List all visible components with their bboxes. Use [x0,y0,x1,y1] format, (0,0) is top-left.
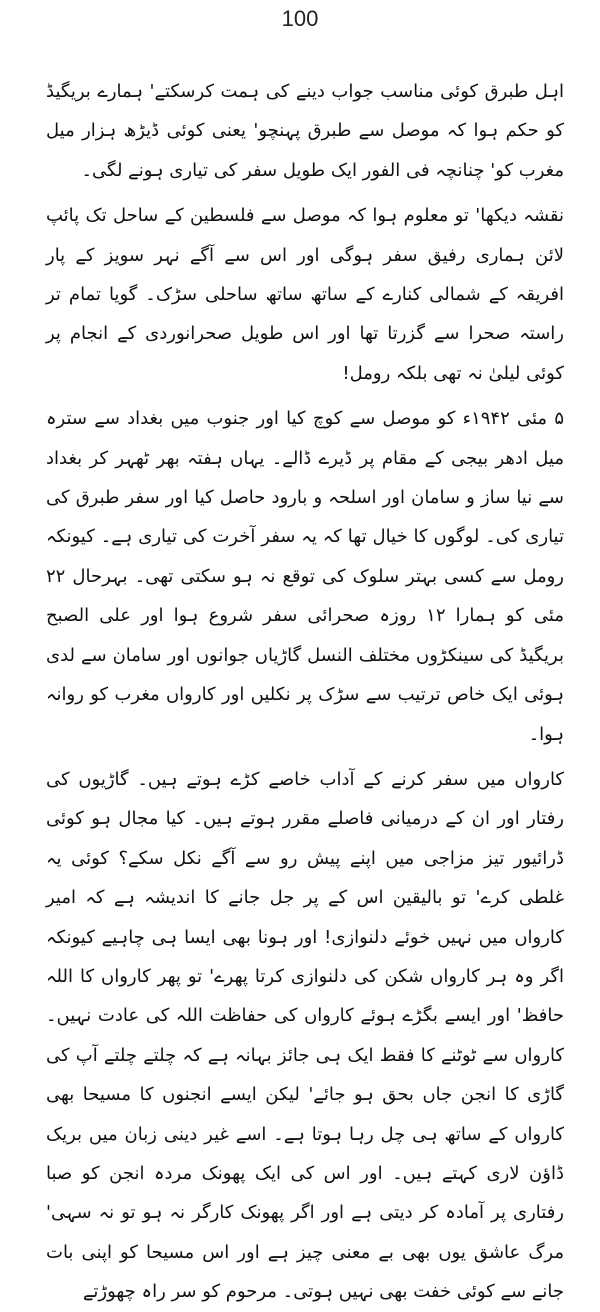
paragraph-1: اہل طبرق کوئی مناسب جواب دینے کی ہمت کرسکتے' ہمارے بریگیڈ کو حکم ہوا کہ موصل سے طبرق پہنچو' یعنی کوئی ڈیڑھ ہزار میل مغرب کو' چنانچہ فی الفور ایک طویل سفر کی تیاری ہونے لگی۔ [46,81,564,181]
page-body [46,72,564,1312]
paragraph-2: نقشہ دیکھا' تو معلوم ہوا کہ موصل سے فلسطین کے ساحل تک پائپ لائن ہماری رفیق سفر ہوگی اور اس سے آگے نہر سویز کے پار افریقہ کے شمالی کنارے کے ساتھ ساتھ ساحلی سڑک۔ گویا تمام تر راستہ صحرا سے گزرتا تھا اور اس طویل صحرانوردی کے انجام پر کوئی لیلیٰ نہ تھی بلکہ رومل! [46,205,564,384]
paragraph-3: ۵ مئی ۱۹۴۲ء کو موصل سے کوچ کیا اور جنوب میں بغداد سے سترہ میل ادھر بیجی کے مقام پر ڈیرے ڈالے۔ یہاں ہفتہ بھر ٹھہر کر بغداد سے نیا ساز و سامان اور اسلحہ و بارود حاصل کیا اور سفر طبرق کی تیاری کی۔ لوگوں کا خیال تھا کہ یہ سفر آخرت کی تیاری ہے۔ کیونکہ رومل سے کسی بہتر سلوک کی توقع نہ ہو سکتی تھی۔ بہرحال ۲۲ مئی کو ہمارا ۱۲ روزہ صحرائی سفر شروع ہوا اور علی الصبح بریگیڈ کی سینکڑوں مختلف النسل گاڑیاں جوانوں اور سامان سے لدی ہوئی ایک خاص ترتیب سے سڑک پر نکلیں اور کارواں مغرب کو روانہ ہوا۔ [46,408,564,745]
paragraph-4: کارواں میں سفر کرنے کے آداب خاصے کڑے ہوتے ہیں۔ گاڑیوں کی رفتار اور ان کے درمیانی فاصلے مقرر ہوتے ہیں۔ کیا مجال ہو کوئی ڈرائیور تیز مزاجی میں اپنے پیش رو سے آگے نکل سکے؟ کوئی یہ غلطی کرے' تو بالیقین اس کے پر جل جانے کا اندیشہ ہے کہ امیر کارواں میں نہیں خوئے دلنوازی! اور ہونا بھی ایسا ہی چاہیے کیونکہ اگر وہ ہر کارواں شکن کی دلنوازی کرتا پھرے' تو پھر کارواں کا اللہ حافظ' اور ایسے بگڑے ہوئے کارواں کی حفاظت اللہ کی عادت نہیں۔ کارواں سے ٹوٹنے کا فقط ایک ہی جائز بہانہ ہے کہ چلتے چلتے آپ کی گاڑی کا انجن جاں بحق ہو جائے' لیکن ایسے انجنوں کا مسیحا بھی کارواں کے ساتھ ہی چل رہا ہوتا ہے۔ اسے غیر دینی زبان میں بریک ڈاؤن لاری کہتے ہیں۔ اور اس کی ایک پھونک مردہ انجن کو صبا رفتاری پر آمادہ کر دیتی ہے اور اگر پھونک کارگر نہ ہو تو نہ سہی' مرگ عاشق یوں بھی بے معنی چیز ہے اور اس مسیحا کو اپنی بات جانے سے کوئی خفت بھی نہیں ہوتی۔ مرحوم کو سر راہ چھوڑتے [46,768,564,1303]
page-number: 100 [281,6,319,31]
